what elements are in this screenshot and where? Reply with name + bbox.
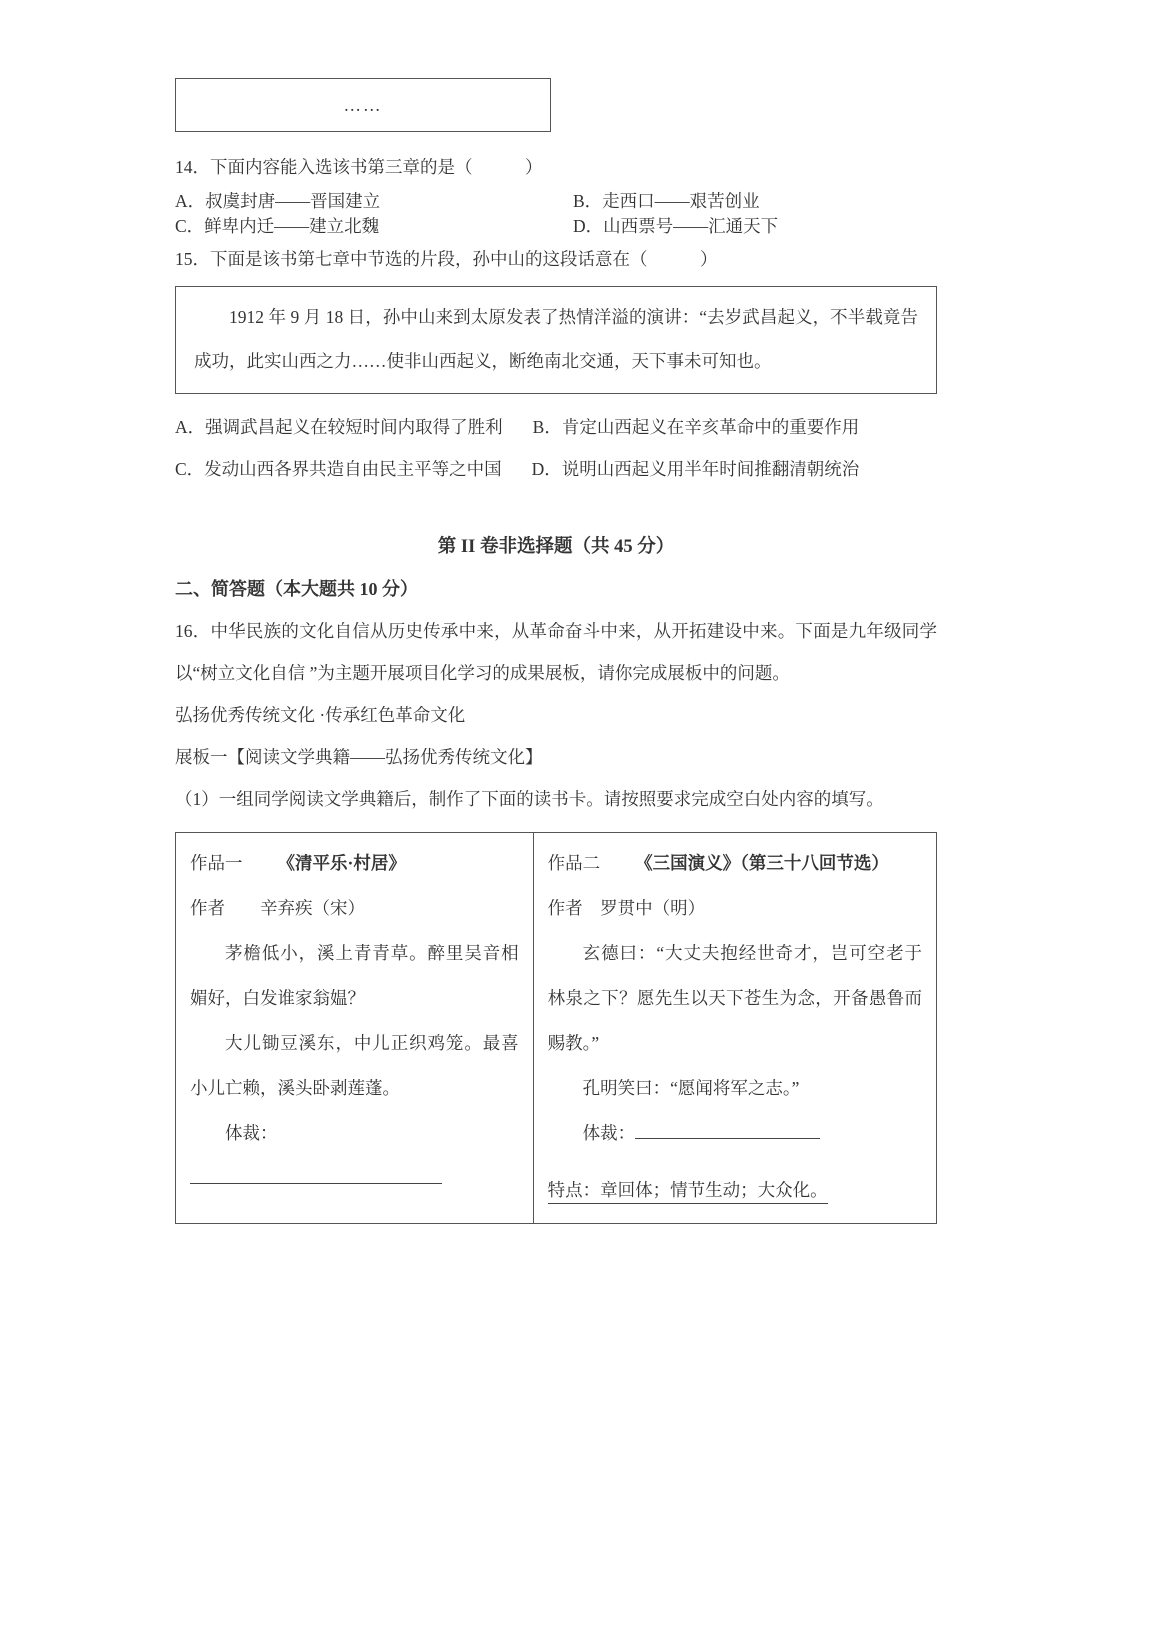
- exam-content: [175, 78, 937, 1224]
- genre-blank-left: [190, 1166, 442, 1184]
- q16-banner: 弘扬优秀传统文化 ·传承红色革命文化: [175, 705, 466, 725]
- q14-option-d: D．山西票号——汇通天下: [573, 216, 779, 236]
- q15-quote-box: [175, 286, 937, 394]
- board1-title: 展板一【阅读文学典籍——弘扬优秀传统文化】: [175, 747, 543, 767]
- q15-option-b: B．肯定山西起义在辛亥革命中的重要作用: [532, 417, 860, 437]
- q14-options-row-1: [175, 188, 937, 213]
- work2-genre-label: 体裁：: [582, 1123, 636, 1143]
- q15-quote-text: 1912 年 9 月 18 日，孙中山来到太原发表了热情洋溢的演讲：“去岁武昌起义，不半载竟告成功，此实山西之力……使非山西起义，断绝南北交通，天下事未可知也。: [194, 307, 918, 371]
- continuation-box: [175, 78, 551, 132]
- work2-label: 作品二: [547, 853, 601, 873]
- q14-option-b: B．走西口——艰苦创业: [573, 191, 760, 211]
- part2-title: 第 II 卷非选择题（共 45 分）: [437, 537, 675, 557]
- work2-feature-line: [548, 1168, 922, 1213]
- reading-card-table: [175, 832, 937, 1224]
- work2-title-line: [548, 841, 922, 886]
- q15-option-a: A．强调武昌起义在较短时间内取得了胜利: [175, 417, 503, 437]
- ellipsis-text: ……: [343, 94, 383, 115]
- work1-title-line: [190, 841, 519, 886]
- work1-poem-line-1: 茅檐低小，溪上青青草。醉里吴音相媚好，白发谁家翁媪？: [190, 943, 519, 1008]
- work1-label: 作品一: [190, 853, 243, 873]
- q15-stem: 15．下面是该书第七章中节选的片段，孙中山的这段话意在（ ）: [175, 249, 718, 269]
- work1-author-line: 作者 辛弃疾（宋）: [190, 898, 365, 918]
- q15-option-c: C．发动山西各界共造自由民主平等之中国: [175, 459, 502, 479]
- reading-card-right-cell: [533, 833, 936, 1224]
- q14-stem: 14．下面内容能入选该书第三章的是（ ）: [175, 157, 543, 177]
- work2-title: 《三国演义》（第三十八回节选）: [635, 853, 889, 873]
- work2-quote-line-2: 孔明笑曰：“愿闻将军之志。”: [582, 1078, 800, 1098]
- q14-option-a: A．叔虞封唐——晋国建立: [175, 191, 381, 211]
- q16-stem: 16．中华民族的文化自信从历史传承中来，从革命奋斗中来，从开拓建设中来。下面是九年级同学以“树立文化自信 ”为主题开展项目化学习的成果展板，请你完成展板中的问题。: [175, 621, 937, 683]
- work2-genre-line: [548, 1111, 922, 1156]
- work2-feature-text: 特点：章回体；情节生动；大众化。: [548, 1180, 828, 1204]
- q14-option-c: C．鲜卑内迁——建立北魏: [175, 216, 380, 236]
- work1-genre-label: 体裁：: [225, 1123, 278, 1143]
- q14-options-row-2: [175, 213, 937, 238]
- reading-card-row: [176, 833, 937, 1224]
- work1-title: 《清平乐·村居》: [277, 853, 406, 873]
- q15-option-d: D．说明山西起义用半年时间推翻清朝统治: [531, 459, 860, 479]
- work1-genre-blank-line: [190, 1156, 519, 1201]
- genre-blank-right: [635, 1121, 820, 1139]
- work2-author-line: 作者 罗贯中（明）: [547, 898, 706, 918]
- work2-quote-line-1: 玄德曰：“大丈夫抱经世奇才，岂可空老于林泉之下？愿先生以天下苍生为念，开备愚鲁而赐教。”: [547, 943, 922, 1053]
- q15-options-ab: [175, 406, 937, 448]
- subsection-title: 二、简答题（本大题共 10 分）: [175, 579, 418, 599]
- work1-poem-line-2: 大儿锄豆溪东，中儿正织鸡笼。最喜小儿亡赖，溪头卧剥莲蓬。: [190, 1033, 519, 1098]
- reading-card-left-cell: [176, 833, 534, 1224]
- q15-options-cd: [175, 448, 937, 490]
- q16-task1: （1）一组同学阅读文学典籍后，制作了下面的读书卡。请按照要求完成空白处内容的填写。: [175, 789, 884, 809]
